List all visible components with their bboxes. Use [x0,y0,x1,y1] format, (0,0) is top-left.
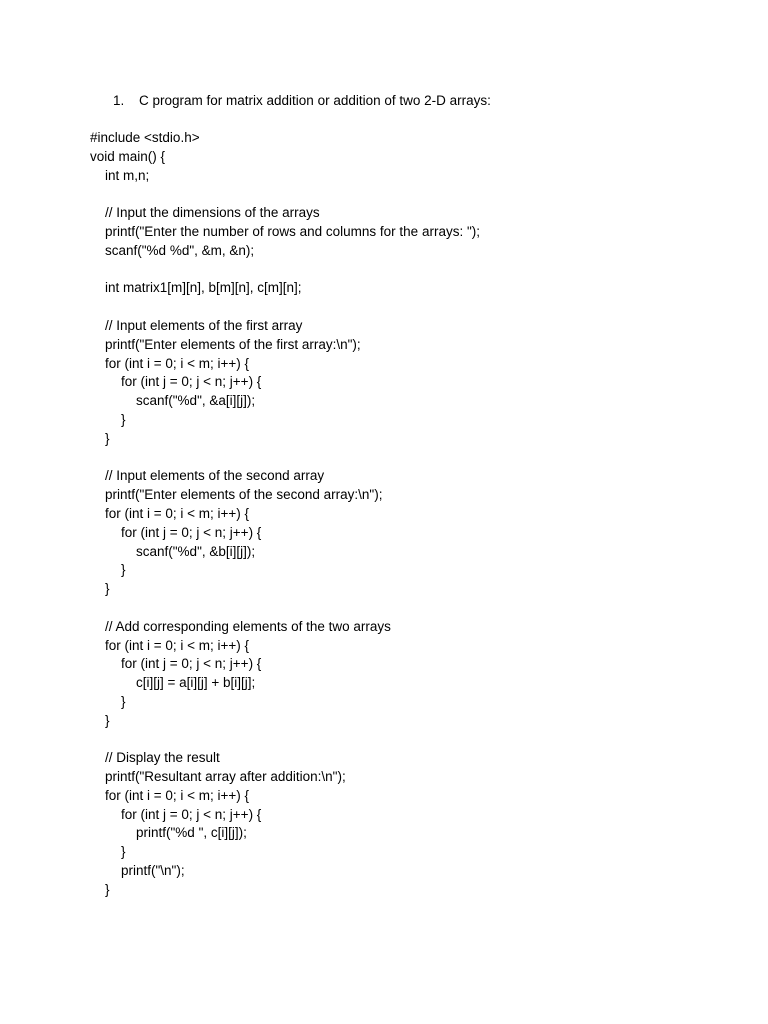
code-line: for (int i = 0; i < m; i++) { [105,505,250,521]
code-line: for (int i = 0; i < m; i++) { [105,787,250,803]
code-line: } [105,881,110,897]
code-line [90,599,480,618]
code-line: } [105,712,110,728]
code-line: for (int j = 0; j < n; j++) { [121,806,262,822]
section-heading [113,92,491,110]
code-line: } [105,581,110,597]
code-line: } [105,430,110,446]
code-line: // Input elements of the first array [105,317,303,333]
code-line: scanf("%d", &a[i][j]); [136,393,256,409]
heading-text: C program for matrix addition or addition of two 2-D arrays: [139,93,491,108]
code-line: for (int j = 0; j < n; j++) { [121,656,262,672]
code-block [90,129,480,900]
code-line: scanf("%d", &b[i][j]); [136,543,256,559]
code-line: c[i][j] = a[i][j] + b[i][j]; [136,675,256,691]
code-line: #include <stdio.h> [90,130,200,145]
code-line: // Input elements of the second array [105,468,325,484]
code-line: printf("Enter elements of the second array:\n"); [105,487,383,503]
code-line: void main() { [90,148,166,164]
code-line: printf("Enter elements of the first array:\n"); [105,336,361,352]
code-line [90,298,480,317]
code-line: printf("\n"); [121,863,185,879]
list-number: 1. [113,93,125,108]
code-line [90,185,480,204]
code-line: // Input the dimensions of the arrays [105,205,320,221]
code-line: scanf("%d %d", &m, &n); [105,242,255,258]
code-line: } [121,844,126,860]
code-line [90,449,480,468]
code-line: printf("Resultant array after addition:\n"); [105,769,346,785]
code-line: printf("Enter the number of rows and columns for the arrays: "); [105,223,480,239]
code-line [90,731,480,750]
code-line: // Add corresponding elements of the two arrays [105,618,391,634]
code-line: for (int i = 0; i < m; i++) { [105,355,250,371]
code-line [90,261,480,280]
code-line: for (int j = 0; j < n; j++) { [121,374,262,390]
code-line: } [121,411,126,427]
code-line: // Display the result [105,750,220,766]
code-line: for (int j = 0; j < n; j++) { [121,524,262,540]
code-line: int matrix1[m][n], b[m][n], c[m][n]; [105,280,302,296]
code-line: } [121,562,126,578]
code-line: printf("%d ", c[i][j]); [136,825,247,841]
code-line: int m,n; [105,167,150,183]
code-line: } [121,693,126,709]
code-line: for (int i = 0; i < m; i++) { [105,637,250,653]
